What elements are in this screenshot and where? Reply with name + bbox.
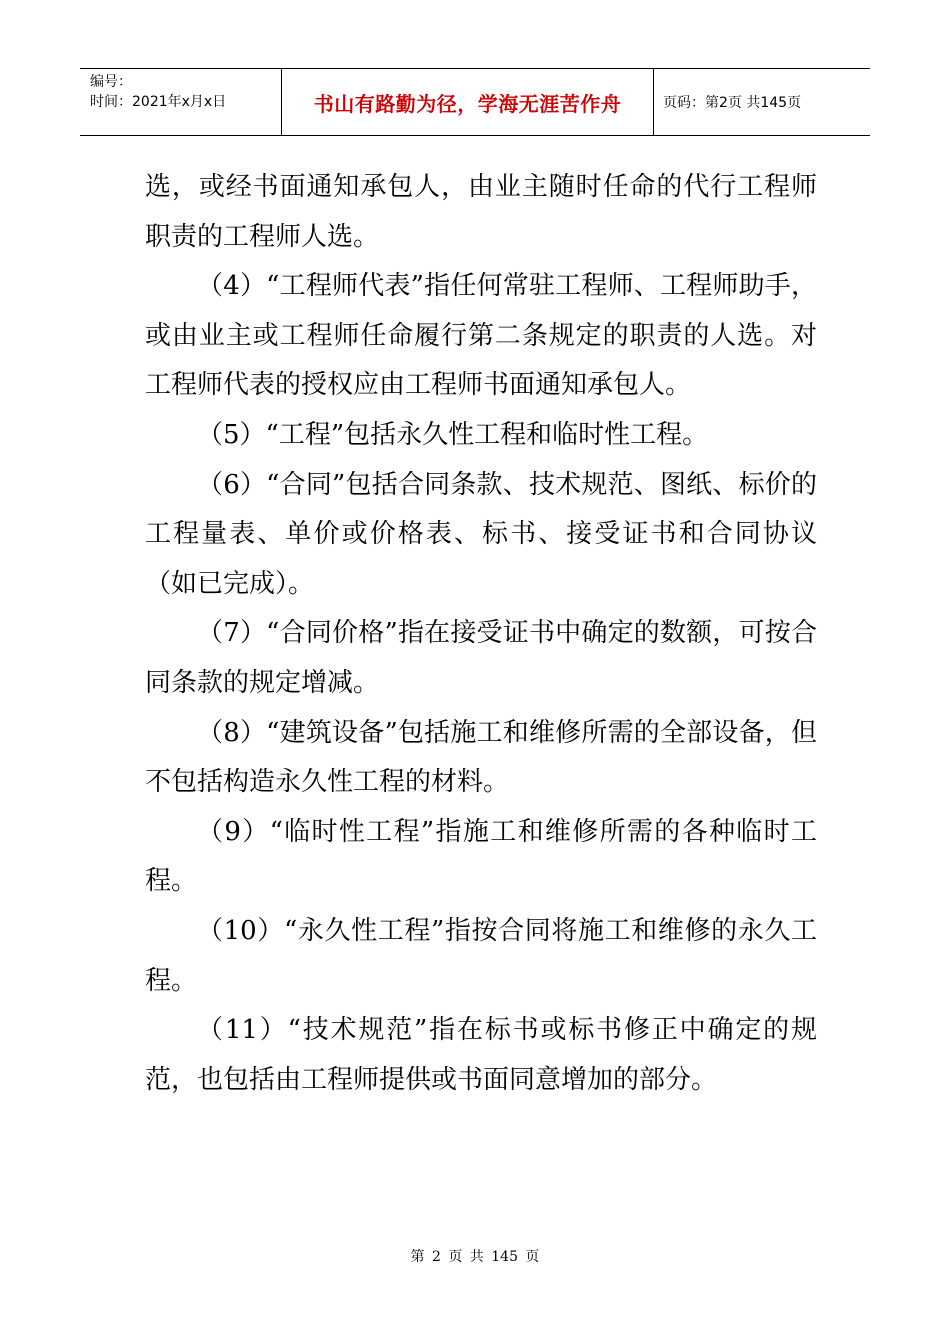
header-motto: 书山有路勤为径，学海无涯苦作舟 [282, 69, 654, 135]
document-number-label: 编号： [90, 74, 132, 90]
page-footer: 第 2 页 共 145 页 [410, 1249, 540, 1265]
page-header [80, 68, 870, 136]
document-body [145, 163, 817, 1105]
paragraph-clause-10: （10）“永久性工程”指按合同将施工和维修的永久工程。 [145, 915, 817, 996]
document-date-label: 时间：2021年x月x日 [90, 94, 227, 110]
paragraph-clause-6: （6）“合同”包括合同条款、技术规范、图纸、标价的工程量表、单价或价格表、标书、接受证书和合同协议（如已完成）。 [145, 469, 817, 599]
header-page-info: 页码：第2页 共145页 [663, 95, 802, 111]
paragraph-clause-4: （4）“工程师代表”指任何常驻工程师、工程师助手，或由业主或工程师任命履行第二条规定的职责的人选。对工程师代表的授权应由工程师书面通知承包人。 [145, 271, 817, 401]
paragraph-clause-7: （7）“合同价格”指在接受证书中确定的数额，可按合同条款的规定增减。 [145, 618, 817, 698]
paragraph-continuation: 选，或经书面通知承包人，由业主随时任命的代行工程师职责的工程师人选。 [145, 172, 817, 252]
paragraph-clause-5: （5）“工程”包括永久性工程和临时性工程。 [197, 419, 709, 450]
paragraph-clause-8: （8）“建筑设备”包括施工和维修所需的全部设备，但不包括构造永久性工程的材料。 [145, 717, 817, 798]
paragraph-clause-11: （11）“技术规范”指在标书或标书修正中确定的规范，也包括由工程师提供或书面同意增加的部分。 [145, 1015, 817, 1095]
header-meta-cell [80, 69, 282, 135]
paragraph-clause-9: （9）“临时性工程”指施工和维修所需的各种临时工程。 [145, 816, 817, 897]
